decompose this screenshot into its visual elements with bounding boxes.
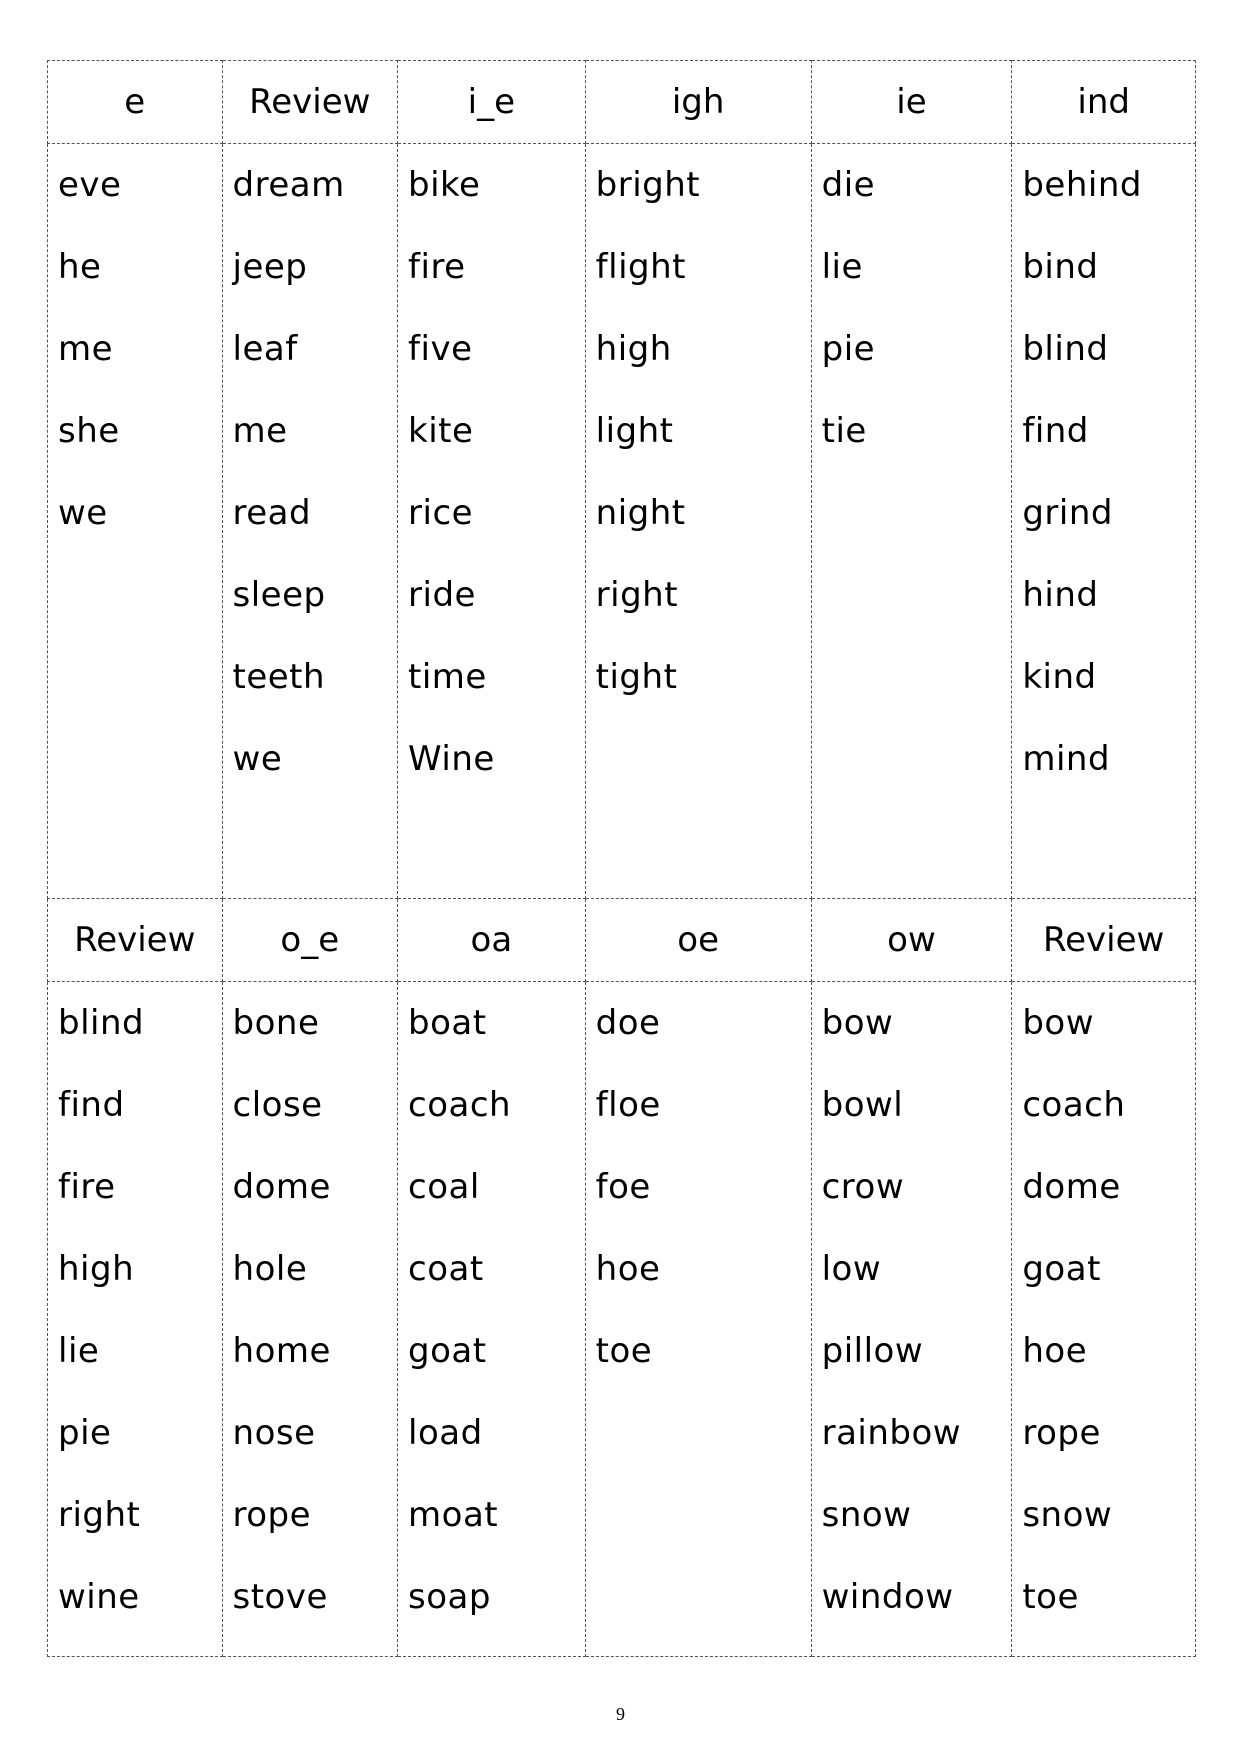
- word-item: kite: [408, 411, 474, 451]
- word-item: grind: [1022, 493, 1113, 533]
- word-item: floe: [595, 1085, 661, 1125]
- word-item: close: [232, 1085, 323, 1125]
- word-item: time: [408, 657, 487, 697]
- word-item: lie: [821, 247, 863, 287]
- word-list-cell: [811, 144, 1012, 899]
- word-item: read: [232, 493, 312, 533]
- word-item: bow: [1022, 1003, 1095, 1043]
- header-row-2: [48, 899, 1196, 982]
- word-item: leaf: [232, 329, 298, 369]
- word-item: nose: [232, 1413, 316, 1453]
- word-list-cell: [1012, 144, 1196, 899]
- word-item: die: [821, 165, 876, 205]
- word-item: bow: [821, 1003, 894, 1043]
- word-item: bone: [232, 1003, 320, 1043]
- word-list-cell: [398, 144, 586, 899]
- phonics-word-table: [47, 60, 1196, 1657]
- word-item: pie: [821, 329, 876, 369]
- word-item: rope: [232, 1495, 312, 1535]
- word-item: hind: [1022, 575, 1099, 615]
- column-header: oa: [398, 899, 586, 982]
- column-header: ow: [811, 899, 1012, 982]
- word-item: fire: [408, 247, 466, 287]
- column-header: Review: [222, 61, 398, 144]
- word-item: we: [58, 493, 108, 533]
- word-item: ride: [408, 575, 476, 615]
- column-header: o_e: [222, 899, 398, 982]
- word-item: sleep: [232, 575, 326, 615]
- word-item: she: [58, 411, 120, 451]
- word-item: right: [595, 575, 679, 615]
- column-header: ie: [811, 61, 1012, 144]
- word-item: high: [595, 329, 672, 369]
- word-item: rainbow: [821, 1413, 962, 1453]
- word-item: he: [58, 247, 102, 287]
- word-item: tie: [821, 411, 867, 451]
- word-item: wine: [58, 1577, 140, 1617]
- word-item: foe: [595, 1167, 651, 1207]
- word-item: hoe: [1022, 1331, 1088, 1371]
- word-item: pie: [58, 1413, 112, 1453]
- word-item: me: [58, 329, 114, 369]
- word-list-cell: [222, 982, 398, 1657]
- word-item: window: [821, 1577, 954, 1617]
- word-item: tight: [595, 657, 678, 697]
- word-item: light: [595, 411, 674, 451]
- word-item: dome: [1022, 1167, 1121, 1207]
- word-item: hole: [232, 1249, 308, 1289]
- word-row-2: [48, 982, 1196, 1657]
- word-item: find: [58, 1085, 125, 1125]
- word-item: me: [232, 411, 288, 451]
- word-list-cell: [48, 144, 223, 899]
- column-header: e: [48, 61, 223, 144]
- word-item: snow: [821, 1495, 912, 1535]
- word-item: boat: [408, 1003, 487, 1043]
- word-item: behind: [1022, 165, 1142, 205]
- word-item: bright: [595, 165, 701, 205]
- word-item: dome: [232, 1167, 331, 1207]
- word-item: five: [408, 329, 473, 369]
- word-list-cell: [585, 982, 811, 1657]
- word-item: blind: [1022, 329, 1109, 369]
- word-item: bike: [408, 165, 481, 205]
- word-item: eve: [58, 165, 122, 205]
- word-item: Wine: [408, 739, 495, 779]
- word-item: high: [58, 1249, 135, 1289]
- word-item: toe: [595, 1331, 653, 1371]
- word-item: mind: [1022, 739, 1111, 779]
- word-item: hoe: [595, 1249, 661, 1289]
- word-item: right: [58, 1495, 141, 1535]
- word-item: home: [232, 1331, 331, 1371]
- word-item: goat: [1022, 1249, 1101, 1289]
- header-row-1: [48, 61, 1196, 144]
- word-item: rice: [408, 493, 474, 533]
- word-item: coach: [408, 1085, 512, 1125]
- word-item: moat: [408, 1495, 499, 1535]
- column-header: igh: [585, 61, 811, 144]
- word-item: snow: [1022, 1495, 1113, 1535]
- word-item: pillow: [821, 1331, 924, 1371]
- word-list-cell: [222, 144, 398, 899]
- word-item: blind: [58, 1003, 145, 1043]
- page-number: 9: [616, 1704, 625, 1724]
- word-item: flight: [595, 247, 686, 287]
- word-item: coat: [408, 1249, 484, 1289]
- word-item: rope: [1022, 1413, 1101, 1453]
- word-item: lie: [58, 1331, 100, 1371]
- column-header: Review: [1012, 899, 1196, 982]
- word-item: we: [232, 739, 283, 779]
- column-header: Review: [48, 899, 223, 982]
- word-list-cell: [811, 982, 1012, 1657]
- word-list-cell: [48, 982, 223, 1657]
- word-item: stove: [232, 1577, 328, 1617]
- column-header: oe: [585, 899, 811, 982]
- word-item: bind: [1022, 247, 1099, 287]
- word-item: low: [821, 1249, 882, 1289]
- word-item: coach: [1022, 1085, 1126, 1125]
- word-list-cell: [585, 144, 811, 899]
- word-item: dream: [232, 165, 345, 205]
- column-header: i_e: [398, 61, 586, 144]
- word-item: teeth: [232, 657, 326, 697]
- word-list-cell: [398, 982, 586, 1657]
- word-item: jeep: [232, 247, 308, 287]
- word-item: fire: [58, 1167, 116, 1207]
- word-item: bowl: [821, 1085, 904, 1125]
- word-item: night: [595, 493, 686, 533]
- word-item: doe: [595, 1003, 661, 1043]
- word-item: crow: [821, 1167, 905, 1207]
- word-row-1: [48, 144, 1196, 899]
- word-item: goat: [408, 1331, 487, 1371]
- word-item: coal: [408, 1167, 480, 1207]
- word-item: load: [408, 1413, 483, 1453]
- word-item: toe: [1022, 1577, 1079, 1617]
- word-item: soap: [408, 1577, 491, 1617]
- word-item: find: [1022, 411, 1089, 451]
- word-item: kind: [1022, 657, 1097, 697]
- column-header: ind: [1012, 61, 1196, 144]
- word-list-cell: [1012, 982, 1196, 1657]
